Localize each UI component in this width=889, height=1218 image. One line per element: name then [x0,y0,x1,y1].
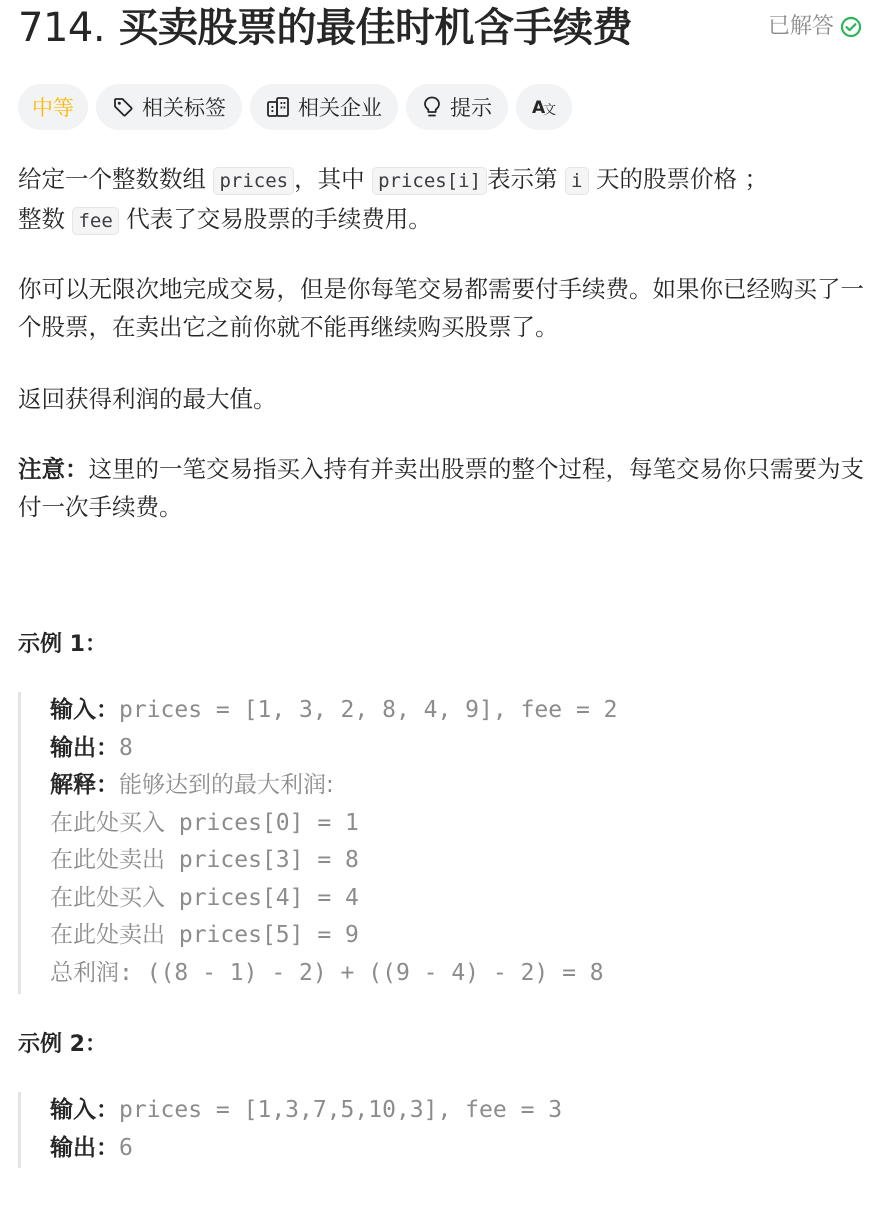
inline-code: i [565,167,588,195]
input-label: 输入： [50,1097,119,1123]
hint-label: 提示 [450,96,492,120]
note-paragraph [18,450,868,526]
output-label: 输出： [50,734,119,761]
output-label: 输出： [50,1134,119,1161]
explain-label: 解释： [50,772,119,798]
translate-icon [531,96,557,118]
desc-text: 给定一个整数数组 [18,165,214,193]
svg-text:文: 文 [543,103,557,118]
explain-step: 在此处卖出 prices[5] = 9 [50,922,359,948]
inline-code: prices[i] [372,167,487,195]
description-paragraph-2: 你可以无限次地完成交易，但是你每笔交易都需要付手续费。如果你已经购买了一个股票，在卖出它之前你就不能再继续购买股票了。 [18,275,864,341]
example-explain-line [50,767,868,805]
companies-label: 相关企业 [298,96,382,120]
explain-step: 在此处买入 prices[4] = 4 [50,884,359,911]
topics-label: 相关标签 [142,96,226,120]
svg-text:A: A [532,98,546,118]
explain-step: 在此处买入 prices[0] = 1 [50,809,359,836]
note-text: 这里的一笔交易指买入持有并卖出股票的整个过程，每笔交易你只需要为支付一次手续费。 [18,455,864,521]
solved-status [768,12,862,42]
difficulty-label: 中等 [32,96,74,120]
title-row [18,2,868,58]
desc-text: 表示第 [487,165,566,193]
explain-value: 能够达到的最大利润: [119,772,334,798]
example-2-title: 示例 2： [18,1032,107,1057]
building-icon [266,96,290,118]
desc-text: 整数 [18,205,73,233]
example-1-block [18,692,868,994]
input-value: prices = [1, 3, 2, 8, 4, 9], fee = 2 [119,697,618,723]
topics-button[interactable] [96,84,242,130]
example-2-block [18,1092,868,1168]
desc-text: 天的股票价格 ； [588,165,768,193]
output-value: 8 [119,734,133,761]
input-label: 输入： [50,697,119,723]
example-input-line [50,1092,868,1130]
hint-button[interactable] [406,84,508,130]
note-label: 注意： [18,455,89,483]
description-paragraph-1 [18,160,868,240]
description-paragraph-3: 返回获得利润的最大值。 [18,385,277,413]
problem-name: 买卖股票的最佳时机含手续费 [118,5,632,51]
explain-step: 总利润: ((8 - 1) - 2) + ((9 - 4) - 2) = 8 [50,959,604,986]
problem-number: 714. [18,5,106,51]
inline-code: prices [213,167,294,195]
desc-text: 代表了交易股票的手续费用。 [118,205,432,233]
example-output-line [50,1130,868,1168]
difficulty-badge [18,84,88,130]
inline-code: fee [72,207,118,235]
tag-icon [112,96,134,118]
tags-row [18,84,572,130]
example-input-line [50,692,868,730]
lightbulb-icon [422,95,442,119]
problem-title[interactable] [18,2,632,54]
desc-text: ，其中 [294,165,373,193]
solved-label: 已解答 [767,14,834,39]
explain-step: 在此处卖出 prices[3] = 8 [50,847,359,873]
output-value: 6 [119,1134,133,1161]
example-1-title: 示例 1： [18,632,107,657]
companies-button[interactable] [250,84,398,130]
input-value: prices = [1,3,7,5,10,3], fee = 3 [119,1097,563,1123]
example-output-line [50,730,868,768]
check-circle-icon [840,16,862,38]
translate-button[interactable] [516,84,572,130]
